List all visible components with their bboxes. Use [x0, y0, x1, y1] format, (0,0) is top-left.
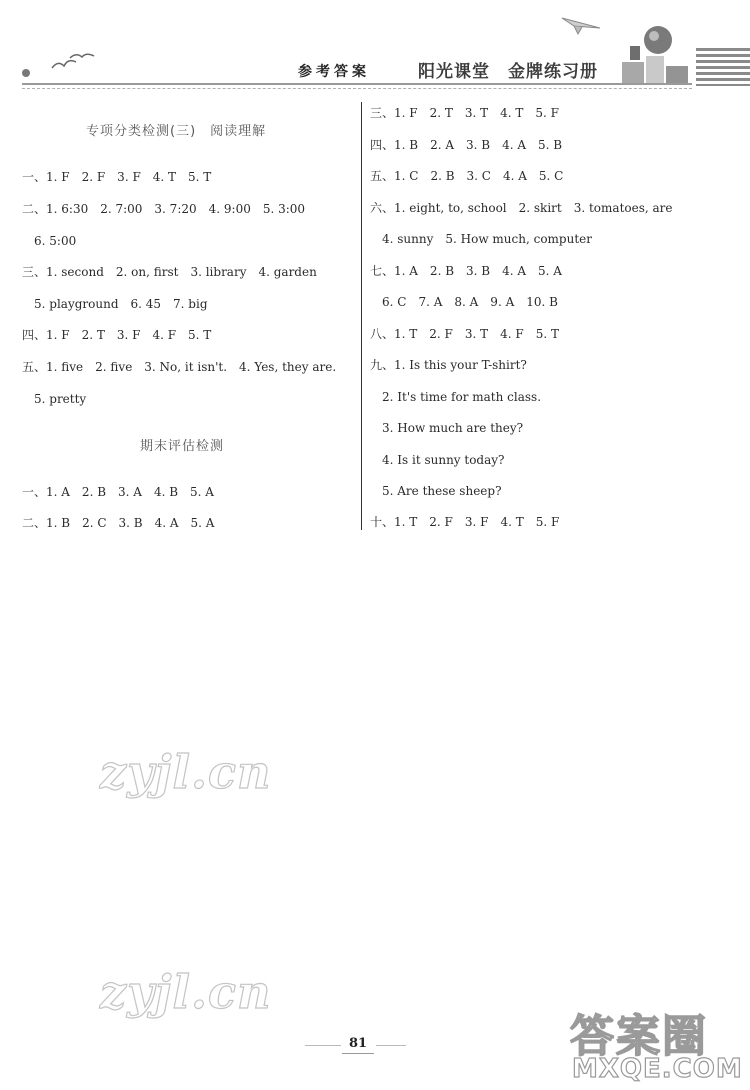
header-rule [22, 83, 692, 85]
section-title-final: 期末评估检测 [140, 439, 225, 454]
header-dashed-rule [22, 88, 692, 89]
watermark: zyjl.cn [100, 745, 272, 799]
answer-line: 二、1. 6:30 2. 7:00 3. 7:20 4. 9:00 5. 3:00 [22, 202, 306, 216]
page-header [0, 0, 750, 100]
answer-line: 三、1. second 2. on, first 3. library 4. garden [22, 265, 317, 279]
answer-line: 5. playground 6. 45 7. big [22, 297, 208, 311]
header-brand [418, 57, 616, 82]
watermark: zyjl.cn [100, 965, 272, 1019]
answer-line: 2. It's time for math class. [370, 390, 542, 404]
answer-line: 一、1. F 2. F 3. F 4. T 5. T [22, 170, 212, 184]
answer-line: 七、1. A 2. B 3. B 4. A 5. A [370, 264, 562, 278]
answer-line: 五、1. C 2. B 3. C 4. A 5. C [370, 169, 564, 183]
answer-line: 6. 5:00 [22, 234, 77, 248]
header-stripes [696, 48, 750, 86]
answer-line: 四、1. F 2. T 3. F 4. F 5. T [22, 328, 212, 342]
brand-left: 阳光课堂 [418, 62, 490, 82]
page-number-deco-left [305, 1045, 341, 1046]
decorative-graphic-icon [612, 22, 692, 86]
answer-line: 五、1. five 2. five 3. No, it isn't. 4. Yes, they are. [22, 360, 337, 374]
stamp-big-text: 答案圈 [570, 1011, 708, 1062]
answer-line: 九、1. Is this your T-shirt? [370, 358, 527, 372]
answer-line: 八、1. T 2. F 3. T 4. F 5. T [370, 327, 559, 341]
stamp-small-text: MXQE.COM [572, 1054, 743, 1084]
brand-right: 金牌练习册 [508, 62, 598, 82]
answer-line: 十、1. T 2. F 3. F 4. T 5. F [370, 515, 560, 529]
answer-line: 4. sunny 5. How much, computer [370, 232, 593, 246]
answer-line: 5. Are these sheep? [370, 484, 502, 498]
page-number-deco-right [376, 1045, 406, 1046]
header-center-title: 参考答案 [298, 64, 370, 80]
answer-line: 3. How much are they? [370, 421, 524, 435]
answer-line: 六、1. eight, to, school 2. skirt 3. tomatoes, are [370, 201, 673, 215]
answer-line: 5. pretty [22, 392, 87, 406]
paper-plane-icon [560, 14, 604, 38]
answer-line: 4. Is it sunny today? [370, 453, 505, 467]
site-stamp-logo [566, 1000, 750, 1090]
header-dot [22, 69, 30, 77]
section-title-reading: 专项分类检测(三) 阅读理解 [86, 124, 267, 139]
birds-icon [50, 52, 96, 76]
answer-line: 6. C 7. A 8. A 9. A 10. B [370, 295, 558, 309]
page-number: 81 [342, 1036, 374, 1054]
answer-line: 二、1. B 2. C 3. B 4. A 5. A [22, 516, 215, 530]
answer-line: 一、1. A 2. B 3. A 4. B 5. A [22, 485, 214, 499]
answer-line: 三、1. F 2. T 3. T 4. T 5. F [370, 106, 559, 120]
column-divider [361, 102, 362, 530]
answer-line: 四、1. B 2. A 3. B 4. A 5. B [370, 138, 563, 152]
